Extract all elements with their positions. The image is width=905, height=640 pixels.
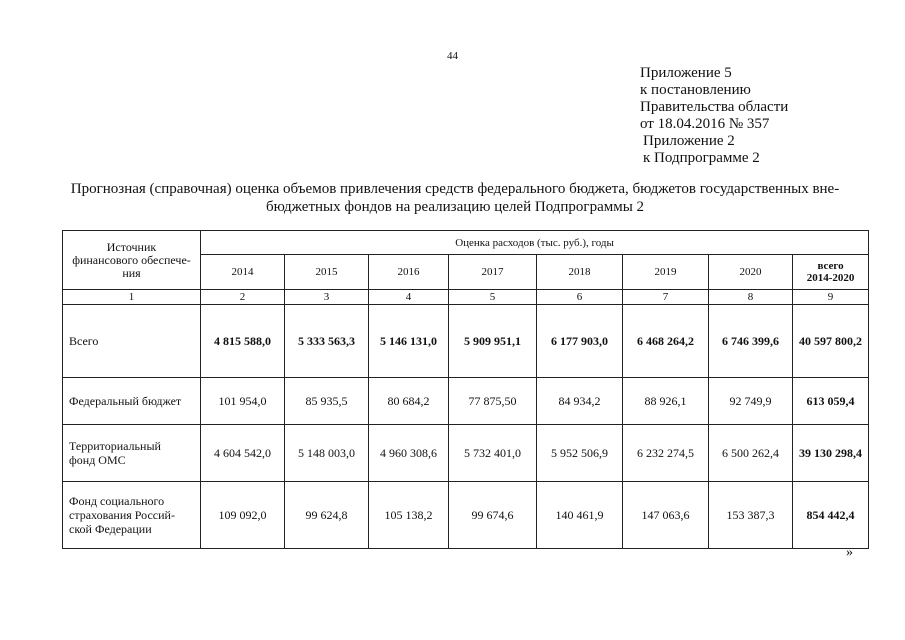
table-cell: 147 063,6 — [623, 482, 709, 549]
table-cell: 99 624,8 — [285, 482, 369, 549]
budget-table — [62, 230, 869, 549]
column-number: 8 — [709, 290, 793, 305]
column-number: 1 — [63, 290, 201, 305]
table-cell: 6 232 274,5 — [623, 425, 709, 482]
table-cell: 6 500 262,4 — [709, 425, 793, 482]
appendix-line: Приложение 2 — [643, 133, 735, 149]
row-label-line: страхования Россий- — [69, 508, 175, 522]
table-cell: 5 148 003,0 — [285, 425, 369, 482]
table-cell: 6 468 264,2 — [623, 305, 709, 378]
column-number: 5 — [449, 290, 537, 305]
table-row-territorial-oms-fund — [63, 425, 869, 482]
row-label-line: ской Федерации — [69, 522, 152, 536]
table-cell: 92 749,9 — [709, 378, 793, 425]
column-number: 3 — [285, 290, 369, 305]
total-header-line: всего — [817, 260, 844, 272]
expense-group-header: Оценка расходов (тыс. руб.), годы — [201, 231, 869, 255]
row-label — [63, 425, 201, 482]
table-cell: 6 746 399,6 — [709, 305, 793, 378]
appendix-line: Приложение 5 — [640, 65, 732, 81]
appendix-line: к Подпрограмме 2 — [643, 150, 760, 166]
year-header: 2016 — [369, 255, 449, 290]
table-cell: 88 926,1 — [623, 378, 709, 425]
row-total-cell: 854 442,4 — [793, 482, 869, 549]
table-cell: 4 604 542,0 — [201, 425, 285, 482]
source-header-line: финансового обеспече- — [72, 252, 191, 267]
table-cell: 109 092,0 — [201, 482, 285, 549]
title-line: Прогнозная (справочная) оценка объемов привлечения средств федерального бюджета, бюджетов государственных вне- — [70, 181, 840, 197]
table-cell: 99 674,6 — [449, 482, 537, 549]
table-row-total — [63, 305, 869, 378]
column-number: 7 — [623, 290, 709, 305]
row-label: Всего — [63, 305, 201, 378]
total-header-line: 2014-2020 — [806, 272, 855, 284]
table-cell: 105 138,2 — [369, 482, 449, 549]
year-header: 2019 — [623, 255, 709, 290]
table-cell: 84 934,2 — [537, 378, 623, 425]
row-label-line: Фонд социального — [69, 494, 165, 508]
year-header: 2014 — [201, 255, 285, 290]
row-label — [63, 482, 201, 549]
year-header: 2015 — [285, 255, 369, 290]
row-label-line: Территориальный — [69, 439, 161, 453]
title-line: бюджетных фондов на реализацию целей Подпрограммы 2 — [265, 199, 645, 215]
year-header: 2020 — [709, 255, 793, 290]
total-header — [793, 255, 869, 290]
page-number: 44 — [447, 50, 458, 62]
appendix-line: от 18.04.2016 № 357 — [640, 116, 770, 132]
table-cell: 80 684,2 — [369, 378, 449, 425]
table-cell: 77 875,50 — [449, 378, 537, 425]
table-cell: 6 177 903,0 — [537, 305, 623, 378]
table-cell: 101 954,0 — [201, 378, 285, 425]
table-cell: 5 909 951,1 — [449, 305, 537, 378]
source-header — [63, 231, 201, 290]
source-header-line: ния — [122, 265, 141, 280]
table-cell: 140 461,9 — [537, 482, 623, 549]
closing-quote-mark: » — [846, 545, 853, 560]
table-cell: 4 815 588,0 — [201, 305, 285, 378]
source-header-line: Источник — [106, 239, 157, 254]
year-header: 2017 — [449, 255, 537, 290]
table-cell: 153 387,3 — [709, 482, 793, 549]
appendix-block — [640, 65, 788, 167]
row-total-cell: 39 130 298,4 — [793, 425, 869, 482]
table-row-social-insurance-fund — [63, 482, 869, 549]
table-cell: 5 146 131,0 — [369, 305, 449, 378]
appendix-line: к постановлению — [640, 82, 751, 98]
column-number: 9 — [793, 290, 869, 305]
table-cell: 5 333 563,3 — [285, 305, 369, 378]
table-cell: 5 952 506,9 — [537, 425, 623, 482]
row-label: Федеральный бюджет — [63, 378, 201, 425]
year-header: 2018 — [537, 255, 623, 290]
table-cell: 4 960 308,6 — [369, 425, 449, 482]
column-number: 2 — [201, 290, 285, 305]
row-total-cell: 613 059,4 — [793, 378, 869, 425]
document-title — [60, 180, 850, 216]
row-label-line: фонд ОМС — [69, 453, 126, 467]
appendix-line: Правительства области — [640, 99, 789, 115]
table-cell: 85 935,5 — [285, 378, 369, 425]
column-number: 6 — [537, 290, 623, 305]
header-row — [63, 231, 869, 255]
table-cell: 5 732 401,0 — [449, 425, 537, 482]
table-row-federal-budget — [63, 378, 869, 425]
column-number-row — [63, 290, 869, 305]
column-number: 4 — [369, 290, 449, 305]
row-total-cell: 40 597 800,2 — [793, 305, 869, 378]
